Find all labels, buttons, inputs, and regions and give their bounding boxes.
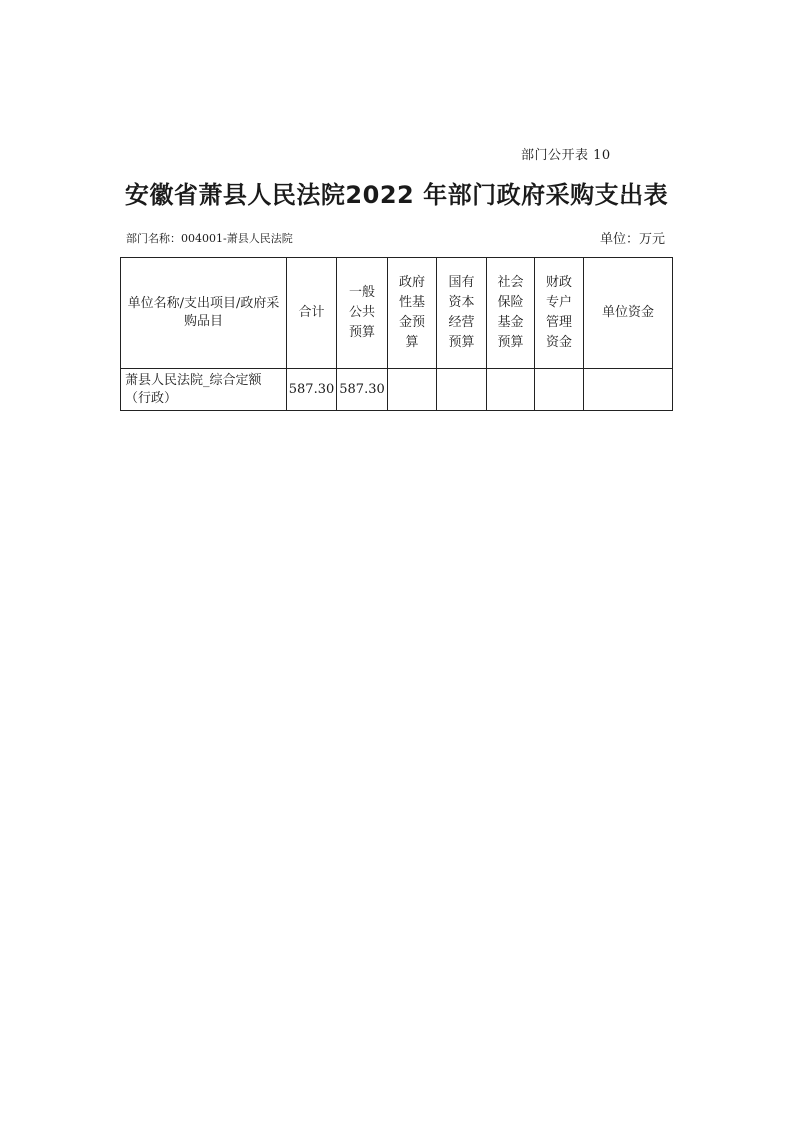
table-row bbox=[121, 369, 673, 411]
row-gov-fund-cell bbox=[388, 369, 437, 411]
row-fiscal-account-cell bbox=[535, 369, 584, 411]
row-name-cell: 萧县人民法院_综合定额（行政） bbox=[121, 369, 287, 411]
column-header-unit-funds: 单位资金 bbox=[584, 258, 673, 369]
row-social-insurance-cell bbox=[487, 369, 535, 411]
table-number: 部门公开表 10 bbox=[521, 148, 611, 163]
column-header-state-capital: 国有资本经营预算 bbox=[437, 258, 487, 369]
unit-label: 单位：万元 bbox=[600, 232, 666, 247]
row-general-budget-cell: 587.30 bbox=[337, 369, 388, 411]
table-header-row bbox=[121, 258, 673, 369]
column-header-gov-fund: 政府性基金预算 bbox=[388, 258, 437, 369]
row-total-cell: 587.30 bbox=[287, 369, 337, 411]
procurement-table bbox=[120, 257, 673, 411]
column-header-fiscal-account: 财政专户管理资金 bbox=[535, 258, 584, 369]
row-unit-funds-cell bbox=[584, 369, 673, 411]
column-header-total: 合计 bbox=[287, 258, 337, 369]
column-header-social-insurance: 社会保险基金预算 bbox=[487, 258, 535, 369]
row-state-capital-cell bbox=[437, 369, 487, 411]
column-header-name: 单位名称/支出项目/政府采购品目 bbox=[121, 258, 287, 369]
page-title: 安徽省萧县人民法院2022 年部门政府采购支出表 bbox=[124, 181, 669, 209]
department-label: 部门名称：004001-萧县人民法院 bbox=[126, 232, 293, 245]
column-header-general-budget: 一般公共预算 bbox=[337, 258, 388, 369]
